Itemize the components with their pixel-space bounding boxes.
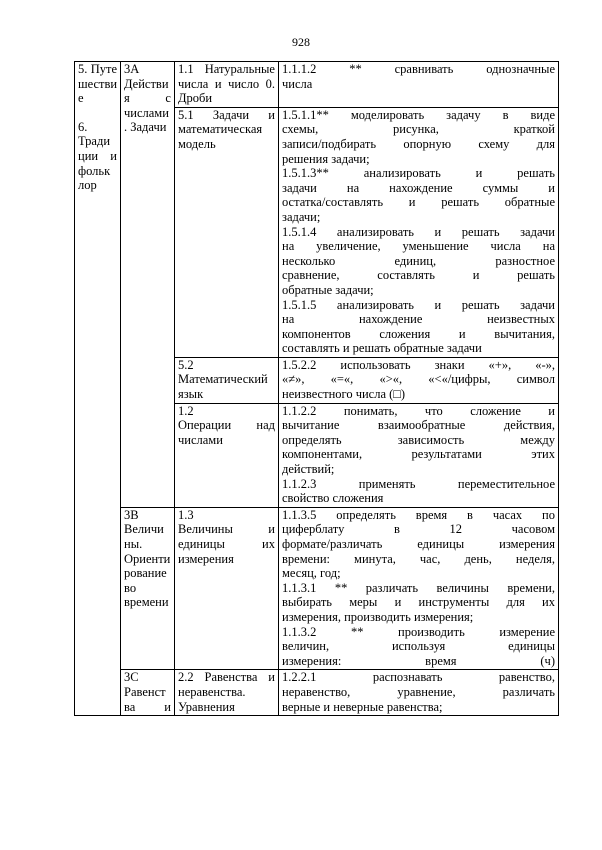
block-title-line: времени [124,595,169,610]
objective-line: схемы, рисунка, краткой [282,122,555,137]
objectives-cell [279,670,559,716]
objective-line: обратные задачи; [282,282,374,297]
objective-line: решения задачи; [282,151,370,166]
block-title-line: 3С [124,670,139,685]
objective-line: формате/различать единицы измерения [282,537,555,551]
topic-line: измерения [178,551,234,566]
objective-line: компонентов сложения и вычитания, [282,326,555,341]
topic-cell [175,107,279,357]
curriculum-table [74,61,559,716]
objective-line: действий; [282,462,335,477]
block-title-line: Равенст [124,684,166,699]
objective-line: 1.2.2.1 распознавать равенство, [282,670,555,685]
block-title-line: 3А [124,62,140,76]
objective-line: месяц, год; [282,566,341,581]
topic-line: 2.2 Равенства и [178,670,275,685]
topic-cell [175,403,279,507]
section-line: Тради [78,134,111,149]
objective-line: измерения: время (ч) [282,653,555,668]
block-title-line: 3В [124,507,139,522]
objective-line: измерения, производить измерения; [282,609,474,624]
objective-line: 1.1.3.2 ** производить измерение [282,624,555,639]
block-title-line: Ориенти [124,551,171,566]
section-line: е [78,91,84,106]
objective-line: задачи на нахождение суммы и [282,180,555,195]
objective-line: циферблату в 12 часовом [282,522,555,537]
objective-line: верные и неверные равенства; [282,699,443,714]
topic-cell [175,62,279,108]
topic-line: неравенства. [178,684,246,699]
block-title-line: я с [124,91,171,106]
objective-line: сравнение, составлять и решать [282,268,555,283]
topic-line: Уравнения [178,699,235,714]
objective-line: свойство сложения [282,491,384,506]
objective-line: составлять и решать обратные задачи [282,341,482,356]
topic-line: числами [178,432,223,447]
objective-line: на увеличение, уменьшение числа на [282,239,555,254]
objective-line: 1.5.1.3** анализировать и решать [282,166,555,181]
objective-line: числа [282,76,313,91]
section-cell [75,62,121,716]
objectives-cell [279,62,559,108]
topic-line: числа и число 0. [178,76,275,91]
section-line: фольк [78,163,111,178]
section-line: лор [78,178,97,193]
section-line: ции и [78,148,117,163]
objective-line: выбирать меры и инструменты для их [282,595,555,610]
section-line: 6. [78,119,88,134]
section-line: 5. Путе [78,62,117,76]
topic-line: 5.2 [178,357,194,372]
block-a-title [121,62,175,508]
objective-line: записи/подбирать опорную схему для [282,136,555,151]
objective-line: задачи; [282,209,321,224]
topic-line: Операции над [178,418,275,433]
topic-line: единицы их [178,537,275,551]
objective-line: 1.5.1.4 анализировать и решать задачи [282,224,555,239]
topic-line: 5.1 Задачи и [178,107,275,122]
page-number: 928 [292,35,310,49]
objective-line: величин, используя единицы [282,639,555,654]
block-title-line: числами [124,105,169,120]
topic-line: 1.1 Натуральные [178,62,275,76]
topic-line: Величины и [178,522,275,537]
topic-cell [175,357,279,403]
objective-line: 1.1.2.2 понимать, что сложение и [282,403,555,418]
objectives-cell [279,507,559,670]
objective-line: несколько единиц, разностное [282,253,555,268]
objective-line: неравенство, уравнение, различать [282,684,555,699]
topic-line: 1.3 [178,507,194,522]
objective-line: неизвестного числа (□) [282,387,406,402]
topic-line: язык [178,387,204,402]
block-title-line: ны. [124,537,143,551]
topic-line: математическая [178,122,263,137]
block-c-title [121,670,175,716]
objective-line: времени: минута, час, день, неделя, [282,551,555,566]
objective-line: 1.1.3.5 определять время в часах по [282,507,555,522]
objectives-cell [279,403,559,507]
topic-cell [175,507,279,670]
objective-line: 1.1.2.3 применять переместительное [282,476,555,491]
objective-line: 1.5.1.1** моделировать задачу в виде [282,107,555,122]
block-title-line: во [124,580,137,595]
block-b-title [121,507,175,670]
section-line: шестви [78,76,118,91]
objective-line: определять зависимость между [282,432,555,447]
objective-line: на нахождение неизвестных [282,312,555,327]
block-title-line: Действи [124,76,169,91]
objective-line: остатка/составлять и решать обратные [282,195,555,210]
objective-line: 1.5.1.5 анализировать и решать задачи [282,297,555,312]
topic-line: модель [178,136,216,151]
topic-line: 1.2 [178,403,194,418]
objectives-cell [279,107,559,357]
objective-line: компонентами, результатами этих [282,447,555,462]
block-title-line: . Задачи [124,120,167,135]
block-title-line: ва и [124,699,171,714]
topic-line: Математический [178,372,268,387]
objective-line: 1.5.2.2 использовать знаки «+», «-», [282,357,555,372]
topic-line: Дроби [178,91,213,106]
topic-cell [175,670,279,716]
objective-line: вычитание взаимообратные действия, [282,418,555,433]
objective-line: 1.1.3.1 ** различать величины времени, [282,580,555,595]
objectives-cell [279,357,559,403]
objective-line: «≠», «=«, «>«, «<«/цифры, символ [282,372,555,387]
block-title-line: Величи [124,522,164,537]
block-title-line: рование [124,566,167,581]
objective-line: 1.1.1.2 ** сравнивать однозначные [282,62,555,76]
